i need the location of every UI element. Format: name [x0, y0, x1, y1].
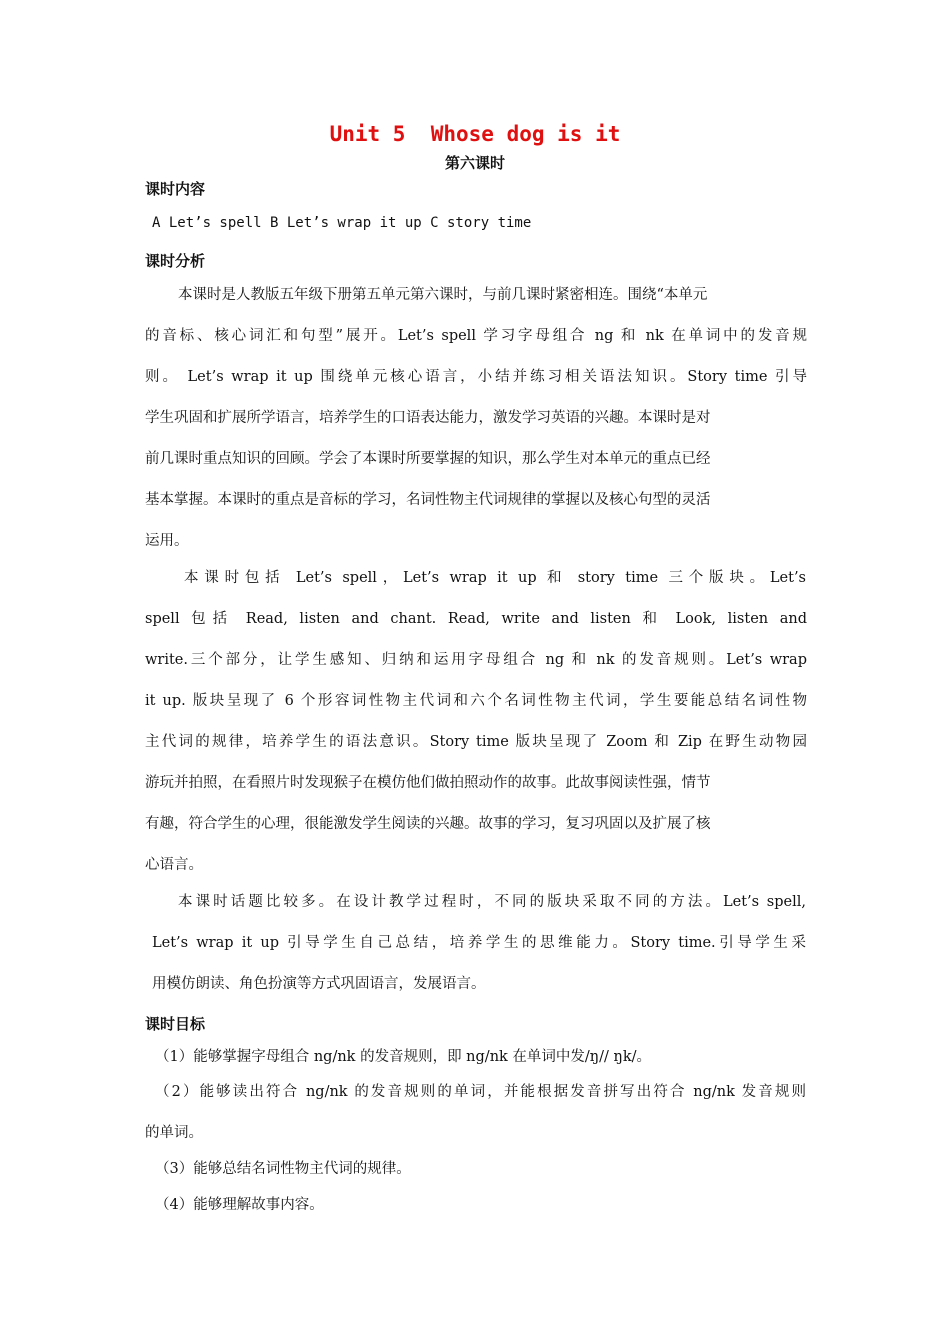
lesson-subtitle: 第六课时	[444, 154, 505, 172]
analysis-line-17: Let’s wrap it up 引导学生自己总结，培养学生的思维能力。Story time.引导学生采	[152, 935, 806, 951]
analysis-line-4: 学生巩固和扩展所学语言，培养学生的口语表达能力，激发学习英语的兴趣。本课时是对	[145, 410, 711, 426]
goals-heading: 课时目标	[145, 1015, 206, 1033]
goal-item-2-cont: 的单词。	[145, 1125, 203, 1141]
analysis-line-12: 主代词的规律，培养学生的语法意识。Story time 版块呈现了 Zoom 和 Zip 在野生动物园	[145, 734, 807, 750]
goal-item-1: （1）能够掌握字母组合 ng/nk 的发音规则，即 ng/nk 在单词中发/ŋ// ŋk/。	[155, 1049, 652, 1065]
goal-item-3: （3）能够总结名词性物主代词的规律。	[155, 1161, 411, 1177]
goal-item-4: （4）能够理解故事内容。	[155, 1197, 324, 1213]
analysis-line-16: 本课时话题比较多。在设计教学过程时，不同的版块采取不同的方法。Let’s spell,	[178, 894, 806, 910]
analysis-line-7: 运用。	[145, 533, 189, 549]
analysis-line-18: 用模仿朗读、角色扮演等方式巩固语言，发展语言。	[152, 976, 486, 992]
analysis-line-14: 有趣，符合学生的心理，很能激发学生阅读的兴趣。故事的学习，复习巩固以及扩展了核	[145, 816, 711, 832]
goal-item-2: （2）能够读出符合 ng/nk 的发音规则的单词，并能根据发音拼写出符合 ng/nk 发音规则	[155, 1084, 806, 1100]
document-title: Unit 5 Whose dog is it	[329, 122, 621, 146]
analysis-line-15: 心语言。	[145, 857, 203, 873]
analysis-line-2: 的音标、核心词汇和句型”展开。Let’s spell 学习字母组合 ng 和 nk 在单词中的发音规	[145, 328, 807, 344]
analysis-line-9: spell 包括 Read, listen and chant. Read, write and listen 和 Look, listen and	[145, 611, 807, 627]
content-heading: 课时内容	[145, 180, 206, 198]
analysis-line-6: 基本掌握。本课时的重点是音标的学习，名词性物主代词规律的掌握以及核心句型的灵活	[145, 492, 711, 508]
analysis-line-11: it up. 版块呈现了 6 个形容词性物主代词和六个名词性物主代词，学生要能总结名词性物	[145, 693, 807, 709]
analysis-line-1: 本课时是人教版五年级下册第五单元第六课时，与前几课时紧密相连。围绕“本单元	[178, 287, 708, 303]
analysis-heading: 课时分析	[145, 252, 206, 270]
analysis-line-3: 则。 Let’s wrap it up 围绕单元核心语言，小结并练习相关语法知识。Story time 引导	[145, 369, 807, 385]
content-text: A Let’s spell B Let’s wrap it up C story time	[152, 215, 532, 231]
analysis-line-13: 游玩并拍照，在看照片时发现猴子在模仿他们做拍照动作的故事。此故事阅读性强，情节	[145, 775, 711, 791]
analysis-line-5: 前几课时重点知识的回顾。学会了本课时所要掌握的知识，那么学生对本单元的重点已经	[145, 451, 711, 467]
analysis-line-8: 本课时包括 Let’s spell，Let’s wrap it up 和 story time 三个版块。Let’s	[184, 570, 806, 586]
analysis-line-10: write.三个部分，让学生感知、归纳和运用字母组合 ng 和 nk 的发音规则。Let’s wrap	[145, 652, 807, 668]
